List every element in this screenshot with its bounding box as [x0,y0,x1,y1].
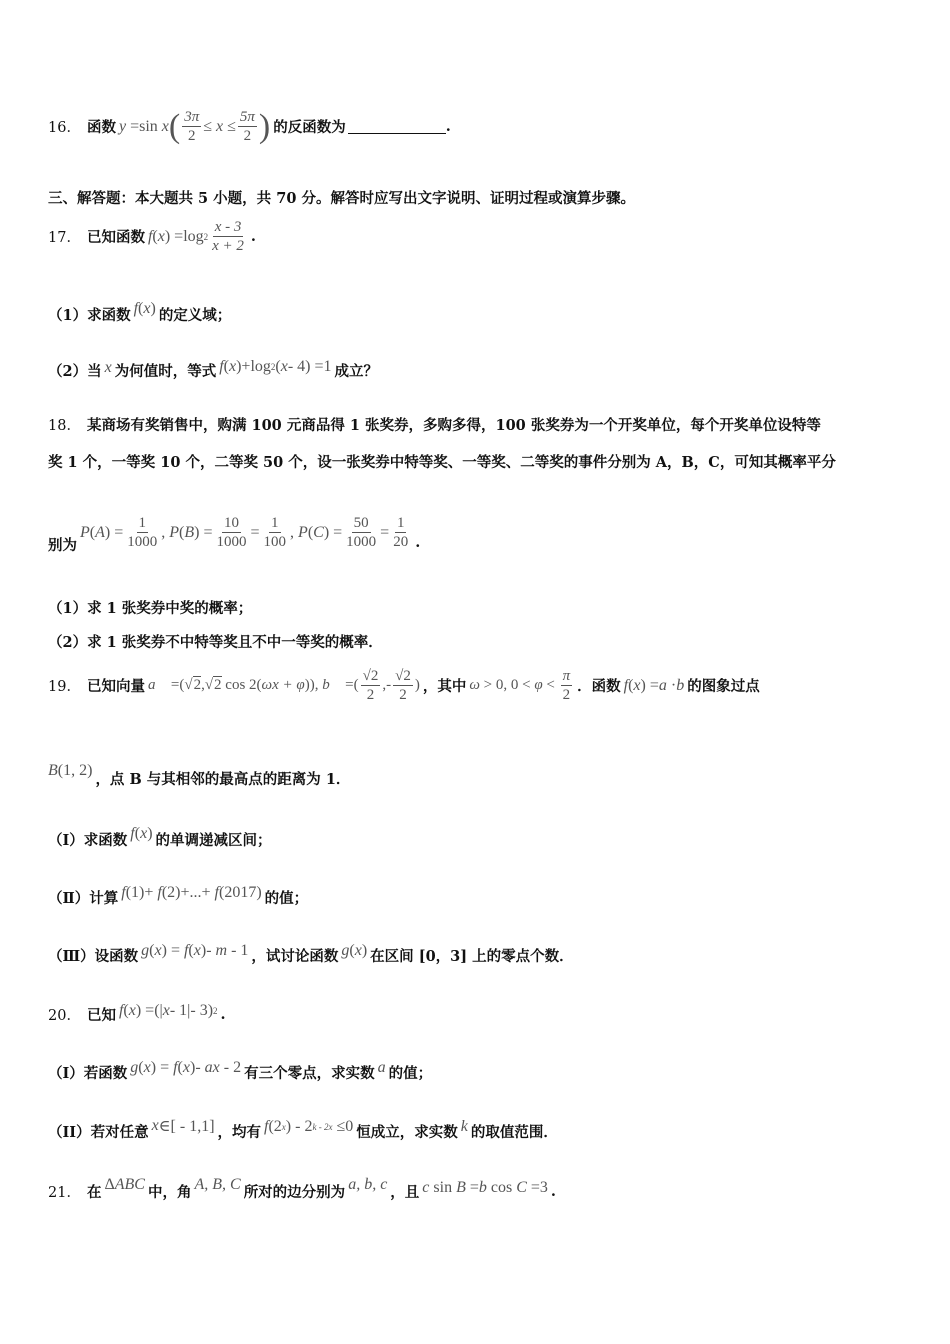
math-expression: Δ ABC [104,1175,145,1193]
question-19-part-2 [48,883,309,908]
question-18-part-2: （2）求 1 张奖券不中特等奖且不中一等奖的概率． [48,634,383,651]
question-19-part-3 [48,941,574,966]
question-19-part-1 [48,824,272,850]
math-expression: f ( x ) [133,299,156,317]
part-text: （1）求函数 [48,307,131,324]
part-text: 有三个零点，求实数 [244,1065,375,1082]
question-text: 的图象过点 [687,678,760,695]
question-20 [48,1001,226,1025]
math-variable: a [377,1058,386,1076]
part-text: 的值； [264,890,309,907]
part-text: （I）若函数 [48,1065,128,1082]
question-text: . [220,1006,226,1023]
part-text: 的值； [388,1065,433,1082]
question-20-part-1 [48,1058,433,1083]
math-variable: k [460,1117,468,1135]
question-text: 已知 [86,1007,116,1024]
answer-blank[interactable] [348,119,446,134]
part-text: 成立？ [334,363,379,380]
question-text: . [250,228,256,245]
question-text: ，其中 [422,678,467,695]
math-variable: x [104,358,112,376]
part-text: （Ⅰ）求函数 [48,832,128,849]
part-text: 的单调递减区间； [155,832,272,849]
math-expression: f (1)+ f (2)+...+ f (2017) [121,883,262,901]
question-text: ．函数 [577,678,621,695]
math-expression: g ( x ) = f ( x )- m - 1 [141,941,249,959]
question-number: 20． [48,1008,81,1024]
question-19 [48,667,760,704]
part-text: （Ⅱ）计算 [48,890,119,907]
part-text: ，均有 [217,1124,262,1141]
question-number: 18． [48,418,81,434]
question-text: . [550,1183,556,1200]
part-text: ，试讨论函数 [251,948,339,965]
math-expression: a, b, c [348,1175,388,1193]
math-expression: B (1, 2) [48,761,93,779]
math-expression: f ( x )+log 2 ( x - 4) =1 [219,357,332,375]
question-17-part-1 [48,299,232,325]
question-text: 函数 [86,119,116,136]
math-expression: f ( x ) [130,824,153,842]
part-text: 恒成立，求实数 [356,1124,458,1141]
math-expression: x ∈[ - 1,1] [151,1116,215,1135]
question-18-line-1 [48,414,821,435]
question-16 [48,108,451,145]
question-text: 中，角 [147,1184,192,1201]
part-text: （II）若对任意 [48,1124,149,1141]
question-text: 已知向量 [86,678,145,695]
math-expression: P ( A ) = $\frac{1}{1000}$ , P ( B ) = $\frac{10}{1000}$ = $\frac{1}{100}$ , P ( C ) = $\frac{50}{1000}$ = $\frac{1}{20}$ [80,515,409,550]
part-text: （Ⅲ）设函数 [48,948,139,965]
question-text: 已知函数 [86,229,145,246]
math-expression: a⃗ =(√2,√2 cos 2( ωx + φ )), b⃗ =( $\frac{√2}{2}$ ,- $\frac{√2}{2}$ ) [147,668,420,703]
question-text: 的反函数为 [273,119,346,136]
math-expression: f ( x ) = a · b [623,676,685,694]
section-heading: 三、解答题：本大题共 5 小题，共 70 分。解答时应写出文字说明、证明过程或演算步骤。 [48,190,635,207]
question-20-part-2 [48,1116,558,1142]
math-expression: g ( x ) = f ( x )- ax - 2 [130,1058,242,1076]
question-21 [48,1175,556,1202]
math-expression: ω > 0, 0 < φ < $\frac{\pi}{2}$ [469,668,571,703]
question-text: . [415,534,421,551]
question-number: 19． [48,679,81,695]
math-expression: y =sin x ( $\frac{3\pi}{2}$ ≤ x ≤ $\frac{5\pi}{2}$ ) [118,107,271,145]
question-18-part-1: （1）求 1 张奖券中奖的概率； [48,600,253,617]
question-19-line-2 [48,761,351,789]
math-expression: g ( x ) [341,941,368,959]
question-number: 17． [48,230,81,246]
question-text: 某商场有奖销售中，购满 100 元商品得 1 张奖券，多购多得，100 张奖券为一个开奖单位，每个开奖单位设特等 [86,417,821,434]
question-number: 21． [48,1185,81,1201]
question-18-line-2: 奖 1 个，一等奖 10 个，二等奖 50 个，设一张奖券中特等奖、一等奖、二等奖的事件分别为 A，B，C，可知其概率平分 [48,454,836,471]
question-text: 别为 [48,537,77,554]
question-text: ，点 B 与其相邻的最高点的距离为 1． [95,771,351,788]
math-expression: A, B, C [194,1175,241,1193]
part-text: 为何值时，等式 [114,363,217,380]
part-text: （2）当 [48,363,102,380]
question-text: 所对的边分别为 [243,1184,346,1201]
math-expression: c sin B = b cos C =3 [422,1178,548,1196]
part-text: 的定义域； [158,307,232,324]
question-17 [48,218,256,255]
math-expression: f ( x ) =(| x - 1|- 3) 2 [118,1001,218,1019]
question-number: 16． [48,120,81,136]
part-text: 在区间 [0，3] 上的零点个数． [370,948,574,965]
question-17-part-2 [48,357,379,381]
math-expression: f (2 x ) - 2 k - 2x ≤0 [264,1117,354,1135]
question-text: . [445,118,451,135]
part-text: 的取值范围． [470,1124,558,1141]
math-expression: f ( x ) =log 2 $\frac{x - 3}{x + 2}$ [147,219,244,254]
question-text: 在 [86,1184,102,1201]
question-text: ，且 [390,1184,420,1201]
question-18-line-3 [48,514,421,554]
